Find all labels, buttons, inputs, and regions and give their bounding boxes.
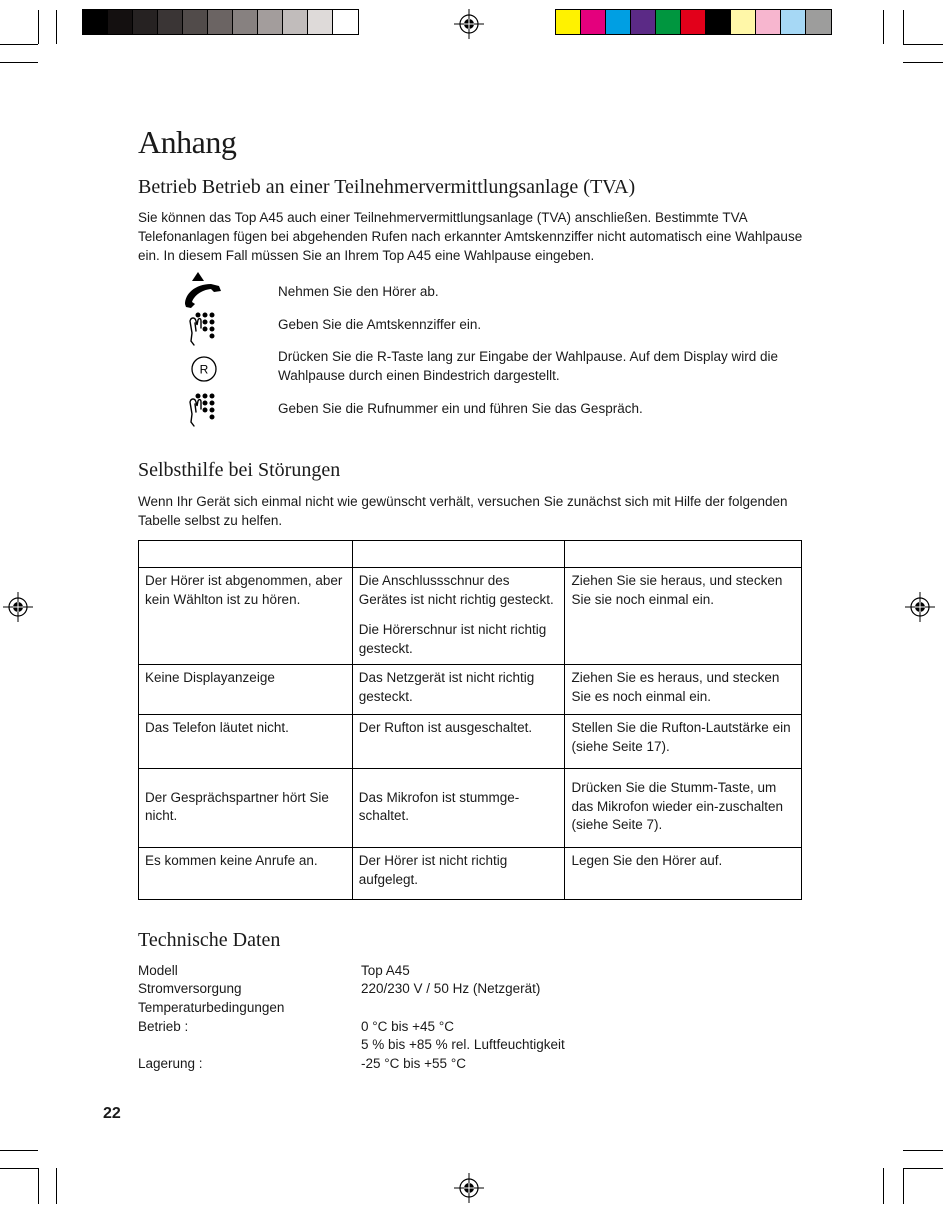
color-swatch (233, 10, 258, 34)
remedy-cell: Legen Sie den Hörer auf. (565, 848, 802, 900)
table-row (139, 715, 802, 769)
grayscale-color-bar (82, 9, 359, 35)
page-number: 22 (103, 1105, 121, 1122)
table-row (139, 848, 802, 900)
cause-cell: Der Rufton ist ausgeschaltet. (352, 715, 565, 769)
problem-cell: Das Telefon läutet nicht. (139, 715, 353, 769)
problem-cell: Es kommen keine Anrufe an. (139, 848, 353, 900)
step-text: Geben Sie die Rufnummer ein und führen Sie das Gespräch. (278, 401, 643, 416)
remedy-cell: Ziehen Sie es heraus, und stecken Sie es noch einmal ein. (565, 665, 802, 715)
spec-label: Betrieb : (138, 1019, 189, 1034)
problem-cell: Der Gesprächspartner hört Sie nicht. (139, 769, 353, 848)
step-text: Nehmen Sie den Hörer ab. (278, 284, 439, 299)
color-swatch (108, 10, 133, 34)
spec-value: 220/230 V / 50 Hz (Netzgerät) (361, 981, 541, 996)
section-heading-help: Selbsthilfe bei Störungen (138, 459, 341, 481)
problem-cell: Der Hörer ist abgenommen, aber kein Wählton ist zu hören. (139, 568, 353, 665)
color-swatch (756, 10, 781, 34)
remedy-cell: Stellen Sie die Rufton-Lautstärke ein (siehe Seite 17). (565, 715, 802, 769)
spec-value: -25 °C bis +55 °C (361, 1056, 466, 1071)
color-swatch (133, 10, 158, 34)
color-swatch (731, 10, 756, 34)
cause-cell: Das Mikrofon ist stummge-schaltet. (352, 769, 565, 848)
registration-mark-icon (454, 9, 484, 39)
troubleshooting-table (138, 540, 802, 900)
step-text: Geben Sie die Amtskennziffer ein. (278, 317, 482, 332)
color-swatch (333, 10, 358, 34)
problem-cell: Keine Displayanzeige (139, 665, 353, 715)
spec-value: 5 % bis +85 % rel. Luftfeuchtigkeit (361, 1037, 565, 1052)
spec-value: Top A45 (361, 963, 410, 978)
remedy-cell: Ziehen Sie sie heraus, und stecken Sie sie noch einmal ein. (565, 568, 802, 665)
table-header-cell (565, 541, 802, 568)
step-text: Drücken Sie die R-Taste lang zur Eingabe der Wahlpause. Auf dem Display wird die Wahlpause durch einen Bindestrich dargestellt. (278, 349, 779, 383)
cause-text: Die Hörerschnur ist nicht richtig gesteckt. (358, 622, 547, 656)
table-header-cell (352, 541, 565, 568)
keypad-hand-icon (186, 392, 218, 428)
table-header-row (139, 541, 802, 568)
color-swatch (83, 10, 108, 34)
svg-text:R: R (199, 362, 209, 377)
r-key-icon (190, 355, 218, 383)
cause-cell (352, 568, 565, 665)
page-title: Anhang (138, 124, 237, 160)
help-intro: Wenn Ihr Gerät sich einmal nicht wie gewünscht verhält, versuchen Sie zunächst sich mit Hilfe der folgenden Tabelle selbst zu helfen. (138, 494, 788, 528)
color-swatch (706, 10, 731, 34)
color-swatch (581, 10, 606, 34)
color-swatch (283, 10, 308, 34)
color-swatch (208, 10, 233, 34)
cause-text: Die Anschlussschnur des Gerätes ist nicht richtig gesteckt. (358, 573, 554, 607)
section-heading-tva: Betrieb Betrieb an einer Teilnehmervermittlungsanlage (TVA) (138, 176, 636, 198)
color-swatch (308, 10, 333, 34)
color-swatch (681, 10, 706, 34)
registration-mark-icon (905, 592, 935, 622)
handset-lift-icon (181, 270, 225, 310)
cause-cell: Das Netzgerät ist nicht richtig gesteckt. (352, 665, 565, 715)
table-row (139, 769, 802, 848)
color-swatch (258, 10, 283, 34)
spec-label: Lagerung : (138, 1056, 203, 1071)
remedy-cell: Drücken Sie die Stumm-Taste, um das Mikrofon wieder ein-zuschalten (siehe Seite 7). (565, 769, 802, 848)
color-swatch (656, 10, 681, 34)
color-swatch (806, 10, 831, 34)
cause-cell: Der Hörer ist nicht richtig aufgelegt. (352, 848, 565, 900)
table-row (139, 665, 802, 715)
registration-mark-icon (454, 1173, 484, 1203)
color-swatch (556, 10, 581, 34)
keypad-hand-icon (186, 311, 218, 347)
spec-label: Modell (138, 963, 178, 978)
section-heading-tech: Technische Daten (138, 929, 281, 951)
table-row (139, 568, 802, 665)
registration-mark-icon (3, 592, 33, 622)
process-color-bar (555, 9, 832, 35)
color-swatch (158, 10, 183, 34)
table-header-cell (139, 541, 353, 568)
spec-value: 0 °C bis +45 °C (361, 1019, 454, 1034)
color-swatch (606, 10, 631, 34)
color-swatch (183, 10, 208, 34)
color-swatch (631, 10, 656, 34)
color-swatch (781, 10, 806, 34)
spec-label: Stromversorgung (138, 981, 242, 996)
tva-intro: Sie können das Top A45 auch einer Teilnehmervermittlungsanlage (TVA) anschließen. Bestimmte TVA Telefonanlagen fügen bei abgehenden Rufen nach erkannter Amtskennziffer nicht automatisch eine Wahlpause ein. In diesem Fall müssen Sie an Ihrem Top A45 eine Wahlpause eingeben. (138, 210, 803, 263)
spec-label: Temperaturbedingungen (138, 1000, 285, 1015)
